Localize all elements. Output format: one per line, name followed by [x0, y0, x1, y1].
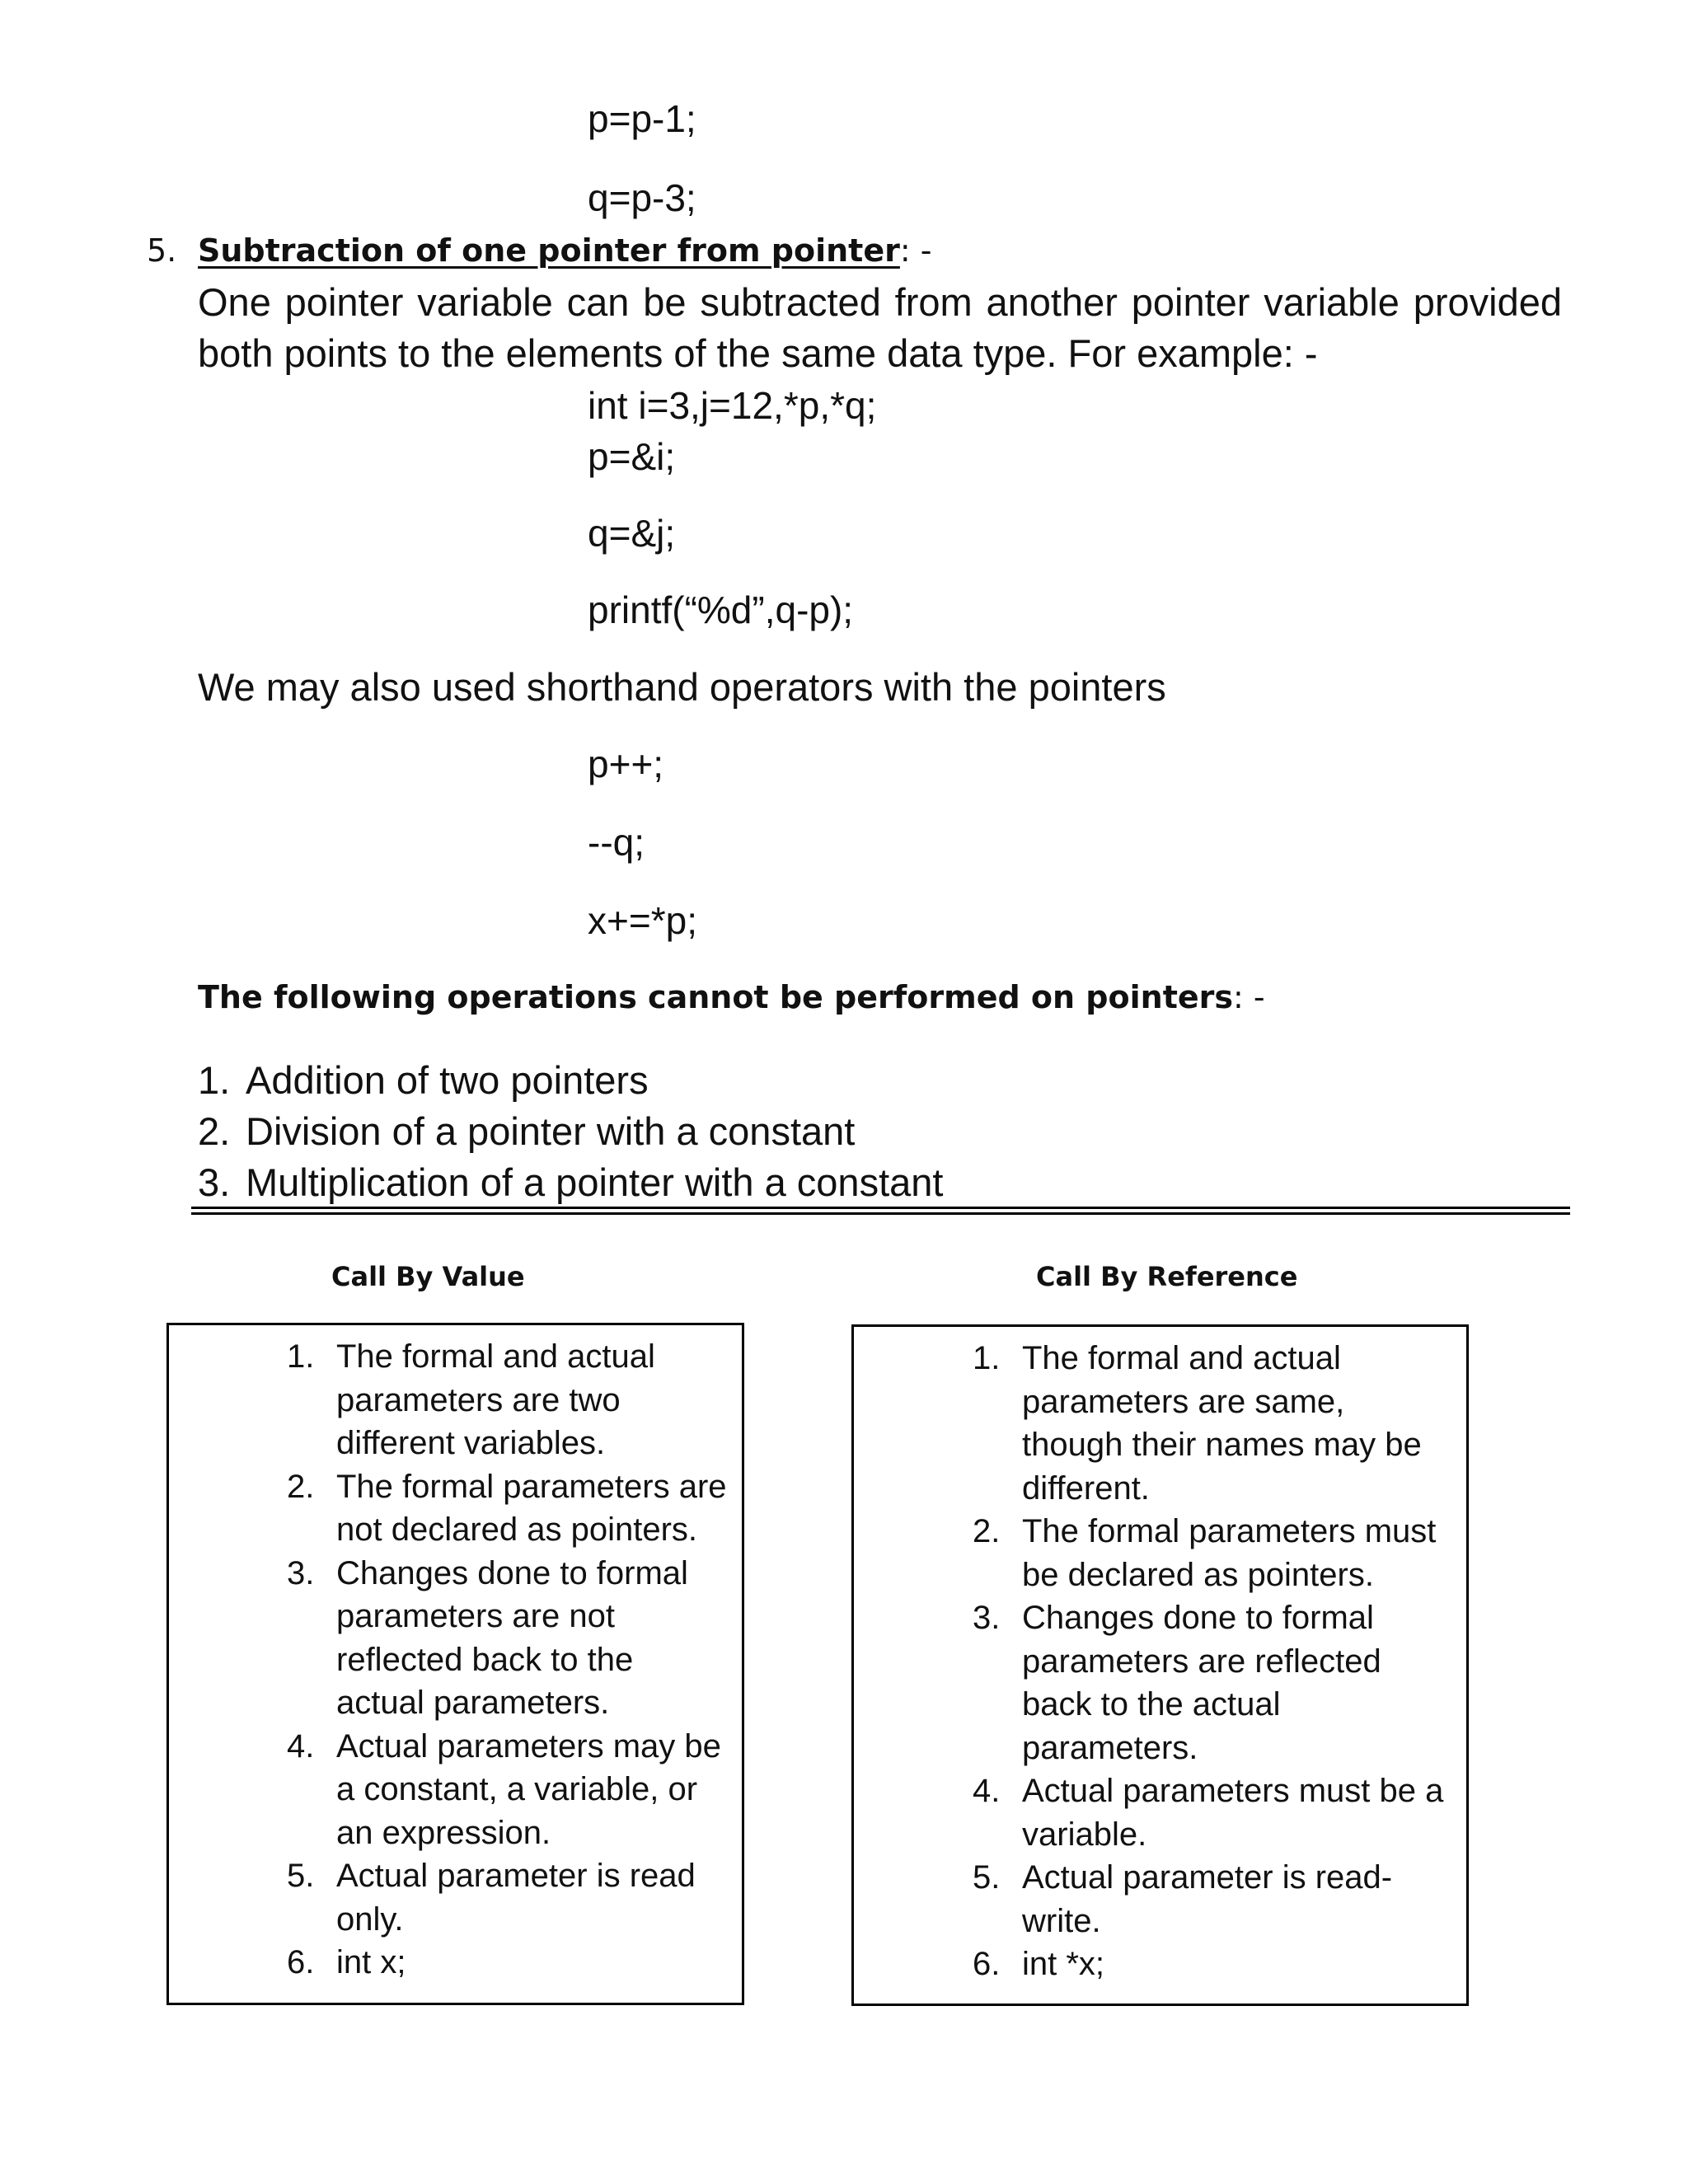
call-by-reference-list: [973, 1337, 1443, 1986]
list-item-number: 3.: [287, 1554, 315, 1591]
item-line: Changes done to formal: [1022, 1600, 1374, 1636]
list-item: [973, 1596, 1443, 1769]
call-by-value-box: [166, 1323, 744, 2005]
item-line: different.: [1022, 1469, 1150, 1507]
code-line: q=p-3;: [588, 176, 696, 219]
list-item-number: 3.: [973, 1600, 1001, 1636]
code-line: p=&i;: [588, 435, 676, 478]
list-item-number: 5.: [287, 1858, 315, 1894]
cannot-heading-suffix: : -: [1233, 979, 1265, 1015]
item-line: not declared as pointers.: [336, 1511, 698, 1548]
list-item-number: 2.: [973, 1513, 1001, 1549]
list-item-number: 1.: [973, 1340, 1001, 1376]
item-line: The formal and actual: [336, 1338, 655, 1375]
item-line: variable.: [1022, 1816, 1147, 1853]
item-line: Actual parameter is read: [336, 1858, 696, 1894]
code-line: p++;: [588, 743, 664, 785]
list-item-number: 2.: [287, 1468, 315, 1505]
shorthand-text: We may also used shorthand operators with the pointers: [198, 665, 1166, 709]
item-line: reflected back to the: [336, 1641, 634, 1678]
list-item: [287, 1725, 727, 1855]
list-item-number: 2.: [198, 1109, 231, 1153]
item-line: different variables.: [336, 1425, 606, 1461]
cannot-heading: [198, 979, 1265, 1015]
item-line: The formal and actual: [1022, 1340, 1341, 1376]
item-line: an expression.: [336, 1814, 551, 1851]
code-line: p=p-1;: [588, 97, 696, 140]
divider: [191, 1212, 1570, 1215]
item-line: a constant, a variable, or: [336, 1771, 698, 1807]
section-paragraph: One pointer variable can be subtracted from another pointer variable provided both points to the elements of the same data type. For example: -: [198, 280, 1562, 375]
list-item-text: Multiplication of a pointer with a constant: [246, 1160, 944, 1204]
list-item: [973, 1337, 1443, 1510]
code-line: --q;: [588, 821, 645, 864]
item-line: parameters.: [1022, 1729, 1198, 1766]
list-item-number: 1.: [198, 1058, 231, 1102]
list-item-number: 3.: [198, 1160, 231, 1204]
item-line: int *x;: [1022, 1946, 1105, 1982]
item-line: int x;: [336, 1944, 406, 1980]
call-by-value-list: [287, 1335, 727, 1985]
list-item-number: 1.: [287, 1338, 315, 1375]
item-line: write.: [1022, 1902, 1101, 1939]
list-item-number: 6.: [973, 1946, 1001, 1982]
item-line: parameters are same,: [1022, 1383, 1345, 1420]
list-item: [287, 1941, 727, 1985]
call-by-value-title: Call By Value: [331, 1261, 525, 1292]
list-item-text: Division of a pointer with a constant: [246, 1109, 856, 1153]
section-heading: [147, 232, 931, 269]
list-item: [973, 1510, 1443, 1596]
list-item-text: Addition of two pointers: [246, 1058, 649, 1102]
list-item-number: 5.: [973, 1859, 1001, 1896]
item-line: Actual parameter is read-: [1022, 1859, 1393, 1896]
item-line: parameters are not: [336, 1598, 615, 1634]
list-item: [973, 1769, 1443, 1856]
list-item-number: 4.: [973, 1773, 1001, 1809]
list-item: [198, 1157, 943, 1208]
list-item-number: 4.: [287, 1727, 315, 1765]
list-item: [973, 1943, 1443, 1986]
list-item: [287, 1465, 727, 1552]
list-item: [287, 1552, 727, 1725]
divider: [191, 1207, 1570, 1209]
section-number: 5.: [147, 232, 177, 269]
list-item: [287, 1335, 727, 1465]
code-line: x+=*p;: [588, 899, 697, 942]
item-line: Actual parameters must be a: [1022, 1773, 1444, 1809]
list-item: [198, 1055, 943, 1106]
code-line: q=&j;: [588, 512, 676, 555]
section-title: Subtraction of one pointer from pointer: [198, 232, 900, 269]
item-line: parameters are two: [336, 1381, 621, 1418]
call-by-reference-box: [851, 1324, 1469, 2006]
call-by-reference-title: Call By Reference: [1036, 1261, 1298, 1292]
list-item: [198, 1106, 943, 1157]
list-item-number: 6.: [287, 1944, 315, 1980]
item-line: Changes done to formal: [336, 1554, 688, 1591]
item-line: The formal parameters are: [336, 1468, 727, 1505]
item-line: The formal parameters must: [1022, 1513, 1437, 1549]
item-line: only.: [336, 1900, 404, 1938]
item-line: back to the actual: [1022, 1686, 1281, 1722]
cannot-list: [198, 1055, 943, 1208]
item-line: though their names may be: [1022, 1427, 1422, 1463]
cannot-heading-text: The following operations cannot be performed on pointers: [198, 979, 1233, 1015]
item-line: be declared as pointers.: [1022, 1556, 1374, 1593]
list-item: [973, 1856, 1443, 1943]
item-line: parameters are reflected: [1022, 1643, 1381, 1680]
list-item: [287, 1854, 727, 1941]
item-line: Actual parameters may be: [336, 1727, 721, 1765]
code-line: int i=3,j=12,*p,*q;: [588, 384, 877, 427]
code-line: printf(“%d”,q-p);: [588, 588, 854, 631]
item-line: actual parameters.: [336, 1685, 610, 1721]
section-title-suffix: : -: [899, 232, 932, 269]
